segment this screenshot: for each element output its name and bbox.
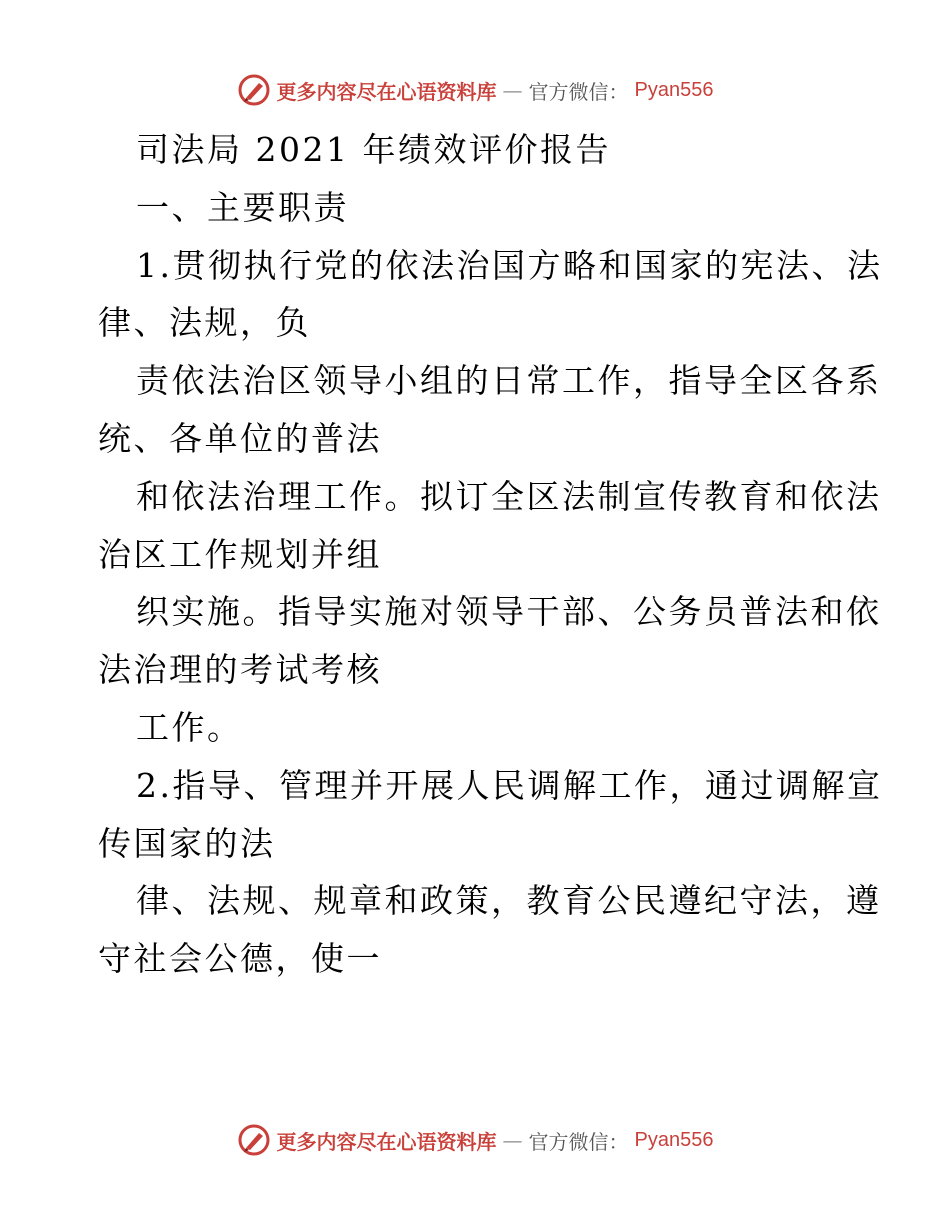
watermark-dash: — xyxy=(502,1128,523,1152)
paragraph-line: 统、各单位的普法 xyxy=(98,418,382,458)
footer-watermark xyxy=(0,1120,950,1160)
paragraph-line: 责依法治区领导小组的日常工作，指导全区各系 xyxy=(136,361,882,401)
paragraph-line: 法治理的考试考核 xyxy=(98,650,382,690)
paragraph-line: 织实施。指导实施对领导干部、公务员普法和依 xyxy=(136,592,882,632)
paragraph-line: 律、法规，负 xyxy=(98,303,311,343)
paragraph-line: 2.指导、管理并开展人民调解工作，通过调解宣 xyxy=(136,765,883,805)
watermark-wechat-id: Pyan556 xyxy=(634,78,714,101)
watermark-dash: — xyxy=(502,78,523,102)
paragraph-line: 1.贯彻执行党的依法治国方略和国家的宪法、法 xyxy=(136,245,883,285)
document-title: 司法局 2021 年绩效评价报告 xyxy=(136,130,611,169)
document-body xyxy=(98,121,883,988)
watermark-wechat-label: 官方微信： xyxy=(528,1129,629,1154)
watermark-site-text: 更多内容尽在心语资料库 xyxy=(276,1129,497,1154)
watermark-site-text: 更多内容尽在心语资料库 xyxy=(276,79,497,104)
paragraph-line: 守社会公德，使一 xyxy=(98,939,382,979)
watermark-wechat-id: Pyan556 xyxy=(634,1128,714,1151)
watermark-wechat-label: 官方微信： xyxy=(528,79,629,104)
paragraph-line: 工作。 xyxy=(136,707,243,747)
section-heading: 一、主要职责 xyxy=(136,187,349,227)
paragraph-line: 传国家的法 xyxy=(98,823,276,863)
pen-logo-icon xyxy=(237,1123,271,1157)
pen-logo-icon xyxy=(237,73,271,107)
paragraph-line: 治区工作规划并组 xyxy=(98,534,382,574)
paragraph-line: 律、法规、规章和政策，教育公民遵纪守法，遵 xyxy=(136,881,882,921)
header-watermark xyxy=(0,70,950,110)
paragraph-line: 和依法治理工作。拟订全区法制宣传教育和依法 xyxy=(136,476,882,516)
